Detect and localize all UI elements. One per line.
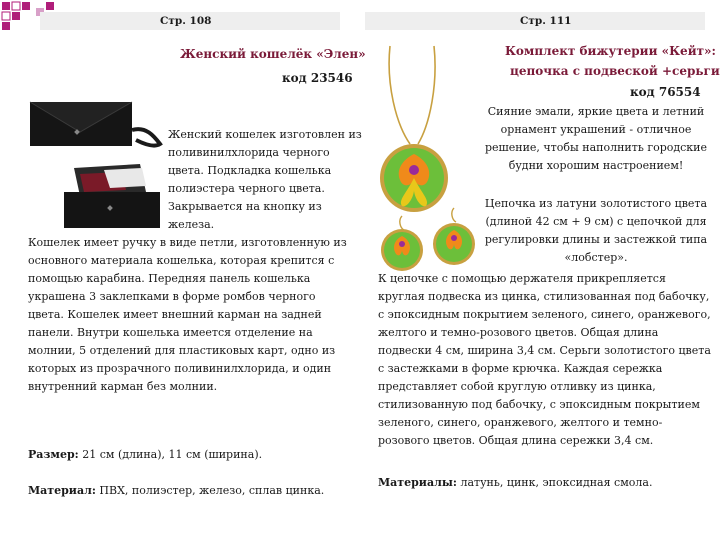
description-intro-left: Женский кошелек изготовлен из поливинилхлорида черного цвета. Подкладка кошелька полиэстера черного цвета. Закрывается на кнопку из железа. [168,128,362,231]
product-title-left: Женский кошелёк «Элен» [180,47,366,61]
product-code-left: код 23546 [282,71,353,85]
size-line [28,446,358,464]
material-label-left: Материал: [28,484,96,497]
chain-description: Цепочка из латуни золотистого цвета (длиной 42 см + 9 см) с цепочкой для регулировки длины и застежкой типа «лобстер». [484,197,708,264]
product-title-right-line2: цепочка с подвеской +серьги [510,64,720,78]
pendant-earrings-photo [372,44,482,274]
material-value-right: латунь, цинк, эпоксидная смола. [456,476,653,489]
page-header-right: Стр. 111 [365,12,705,30]
page-header-left: Стр. 108 [40,12,340,30]
material-label-right: Материалы: [378,476,457,489]
size-value: 21 см (длина), 11 см (ширина). [78,448,263,461]
product-title-right-line1: Комплект бижутерии «Кейт»: [505,44,716,58]
wallet-open-photo [60,162,165,230]
wallet-photo [28,96,163,152]
size-label: Размер: [28,448,79,461]
material-value-left: ПВХ, полиэстер, железо, сплав цинка. [95,484,325,497]
description-left: Кошелек имеет ручку в виде петли, изготовленную из основного материала кошелька, которая крепится с помощью карабина. Передняя панель кошелька украшена 3 заклепками в форме ромбов черного цвета. Кошелек имеет внешний карман на задней панели. Внутри кошелька имеется отделение на молнии, 5 отделений для пластиковых карт, одно из которых из прозрачного поливинилхлорида, и один внутренний карман без молнии. [28,236,347,393]
intro-text-right: Сияние эмали, яркие цвета и летний орнамент украшений - отличное решение, чтобы наполнить городские будни хорошим настроением! [484,105,708,172]
material-line-left [28,482,358,500]
material-line-right [378,474,713,492]
product-code-right: код 76554 [630,85,701,99]
description-right: К цепочке с помощью держателя прикрепляется круглая подвеска из цинка, стилизованная под бабочку, с эпоксидным покрытием зеленого, синего, оранжевого, желтого и темно-розового цветов. Общая длина подвески 4 см, ширина 3,4 см. Серьги золотистого цвета с застежками в форме крючка. Каждая сережка представляет собой круглую отливку из цинка, стилизованную под бабочку, с эпоксидным покрытием зеленого, синего, оранжевого, желтого и темно-розового цветов. Общая длина сережки 3,4 см. [378,272,711,447]
